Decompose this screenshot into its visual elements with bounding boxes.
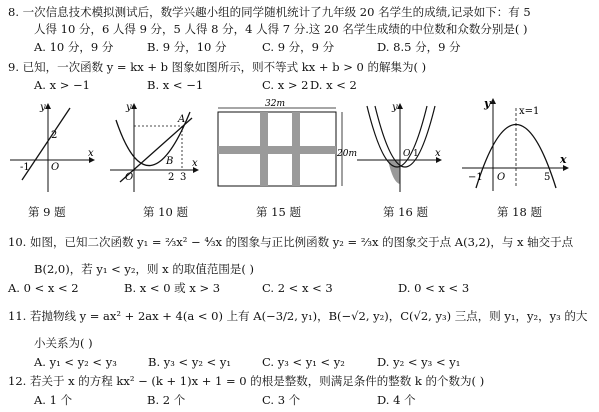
q9-stem: 9. 已知，一次函数 y = kx + b 图象如图所示，则不等式 kx + b > 0 的解集为( ) — [8, 60, 427, 74]
origin-label: O — [403, 149, 411, 159]
q12-option-d: D. 4 个 — [377, 393, 416, 407]
figure-10 — [108, 100, 203, 195]
origin-label: O — [51, 162, 60, 173]
q9-option-b: B. x < −1 — [147, 78, 204, 92]
q11-stem-line1: 11. 若抛物线 y = ax² + 2ax + 4(a < 0) 上有 A(−3/2, y₁)，B(−√2, y₂)，C(√2, y₃) 三点，则 y₁，y₂，y₃ 的大 — [8, 309, 588, 323]
q12-option-a: A. 1 个 — [34, 393, 73, 407]
road-horizontal — [218, 146, 336, 154]
x-label: x — [560, 153, 567, 166]
label-neg1: -1 — [20, 162, 30, 173]
q10-stem-line1: 10. 如图，已知二次函数 y₁ = ⅔x² − ⁴⁄₃x 的图象与正比例函数 y₂ = ⅔x 的图象交于点 A(3,2)，与 x 轴交于点 — [8, 235, 574, 249]
label-2: 2 — [51, 130, 58, 141]
q11-option-b: B. y₃ < y₂ < y₁ — [148, 355, 231, 369]
figure-9 — [8, 100, 98, 195]
y-label: y — [126, 102, 132, 113]
x-label: x — [192, 158, 198, 169]
q12-stem: 12. 若关于 x 的方程 kx² − (k + 1)x + 1 = 0 的根是整数，则满足条件的整数 k 的个数为( ) — [8, 374, 485, 388]
x-label: x — [88, 148, 94, 159]
label-5: 5 — [544, 172, 551, 183]
q11-option-c: C. y₃ < y₁ < y₂ — [262, 355, 345, 369]
q8-option-d: D. 8.5 分，9 分 — [377, 40, 461, 54]
q9-option-d: D. x < 2 — [310, 78, 357, 92]
q10-option-b: B. x < 0 或 x > 3 — [124, 281, 221, 295]
y-label: y — [484, 97, 491, 110]
q9-option-c: C. x > 2 — [262, 78, 309, 92]
caption-figure-18: 第 18 题 — [497, 205, 542, 219]
q12-option-c: C. 3 个 — [262, 393, 301, 407]
q10-stem-line2: B(2,0)，若 y₁ < y₂，则 x 的取值范围是( ) — [34, 262, 254, 276]
q11-option-d: D. y₂ < y₃ < y₁ — [377, 355, 461, 369]
point-b-label: B — [166, 156, 174, 167]
q8-stem-line1: 8. 一次信息技术模拟测试后，数学兴趣小组的同学随机统计了九年级 20 名学生的成绩,记录如下：有 5 — [8, 5, 531, 19]
symmetry-label: x=1 — [519, 106, 540, 117]
q8-option-a: A. 10 分，9 分 — [34, 40, 114, 54]
caption-figure-9: 第 9 题 — [28, 205, 66, 219]
q10-option-d: D. 0 < x < 3 — [398, 281, 470, 295]
q8-option-b: B. 9 分，10 分 — [147, 40, 227, 54]
q9-option-a: A. x > −1 — [34, 78, 91, 92]
caption-figure-16: 第 16 题 — [383, 205, 428, 219]
height-label: 20m — [337, 149, 357, 159]
q11-stem-line2: 小关系为( ) — [34, 336, 93, 350]
tick-3: 3 — [180, 172, 187, 183]
y-label: y — [40, 102, 46, 113]
figure-16 — [355, 100, 445, 195]
q10-option-c: C. 2 < x < 3 — [262, 281, 333, 295]
point-a-label: A — [178, 114, 186, 125]
q12-option-b: B. 2 个 — [147, 393, 186, 407]
caption-figure-10: 第 10 题 — [143, 205, 188, 219]
label-1: 1 — [413, 149, 419, 159]
tick-2: 2 — [168, 172, 175, 183]
width-label: 32m — [265, 99, 285, 109]
q8-option-c: C. 9 分，9 分 — [262, 40, 335, 54]
origin-label: O — [497, 172, 506, 183]
figure-15 — [215, 99, 357, 190]
caption-figure-15: 第 15 题 — [256, 205, 301, 219]
figure-18 — [460, 96, 572, 194]
x-label: x — [435, 148, 441, 159]
q8-stem-line2: 人得 10 分，6 人得 9 分，5 人得 8 分，4 人得 7 分.这 20 名学生成绩的中位数和众数分别是( ) — [34, 22, 528, 36]
label-neg1: −1 — [468, 172, 483, 183]
q11-option-a: A. y₁ < y₂ < y₃ — [34, 355, 117, 369]
y-label: y — [392, 102, 398, 113]
q10-option-a: A. 0 < x < 2 — [8, 281, 79, 295]
origin-label: O — [125, 172, 134, 183]
